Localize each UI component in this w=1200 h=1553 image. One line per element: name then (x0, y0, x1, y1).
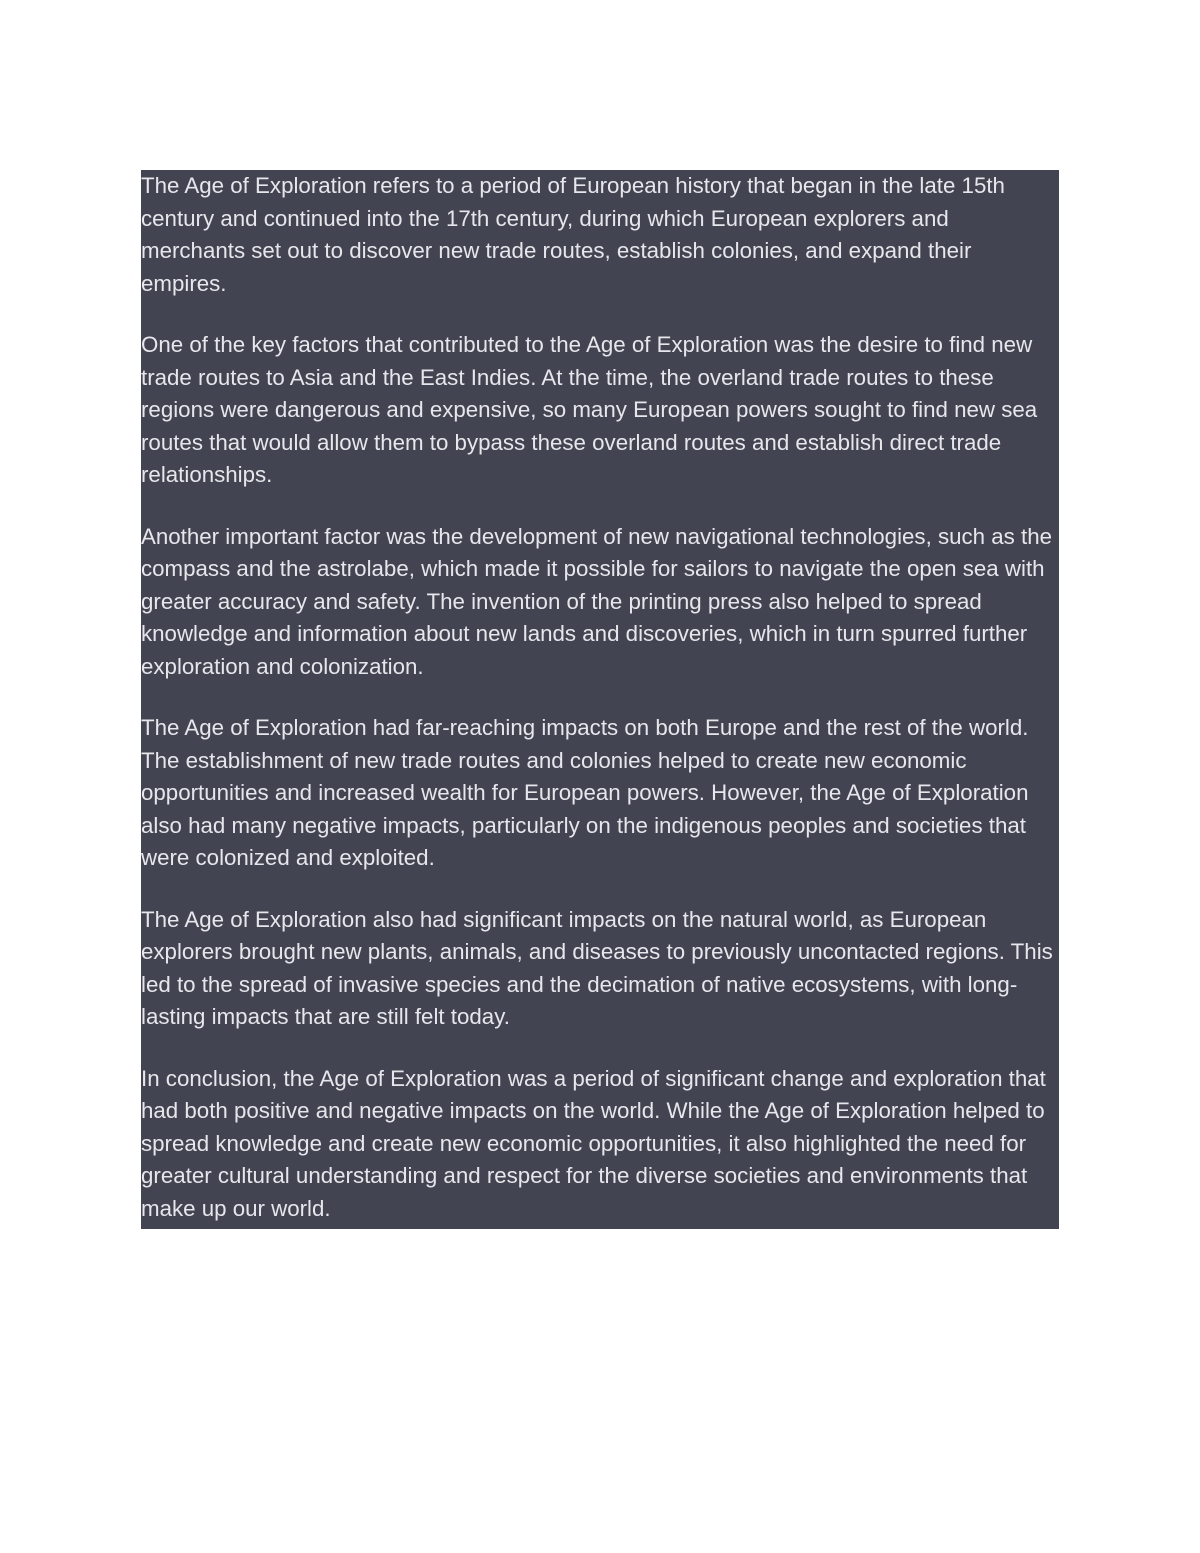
paragraph-2: One of the key factors that contributed to the Age of Exploration was the desire to find new trade routes to Asia and the East Indies. At the time, the overland trade routes to these regions were dangerous and expensive, so many European powers sought to find new sea routes that would allow them to bypass these overland routes and establish direct trade relationships. (141, 332, 1038, 487)
text-block (141, 170, 1059, 1229)
paragraph-5: The Age of Exploration also had significant impacts on the natural world, as European explorers brought new plants, animals, and diseases to previously uncontacted regions. This led to the spread of invasive species and the decimation of native ecosystems, with long-lasting impacts that are still felt today. (141, 906, 1053, 1029)
paragraph-1: The Age of Exploration refers to a period of European history that began in the late 15th century and continued into the 17th century, during which European explorers and merchants set out to discover new trade routes, establish colonies, and expand their empires. (141, 173, 1005, 296)
paragraph-3: Another important factor was the development of new navigational technologies, such as the compass and the astrolabe, which made it possible for sailors to navigate the open sea with greater accuracy and safety. The invention of the printing press also helped to spread knowledge and information about new lands and discoveries, which in turn spurred further exploration and colonization. (141, 523, 1053, 679)
paragraph-6: In conclusion, the Age of Exploration was a period of significant change and exploration that had both positive and negative impacts on the world. While the Age of Exploration helped to spread knowledge and create new economic opportunities, it also highlighted the need for greater cultural understanding and respect for the diverse societies and environments that make up our world. (141, 1065, 1046, 1221)
paragraph-4: The Age of Exploration had far-reaching impacts on both Europe and the rest of the world. The establishment of new trade routes and colonies helped to create new economic opportunities and increased wealth for European powers. However, the Age of Exploration also had many negative impacts, particularly on the indigenous peoples and societies that were colonized and exploited. (141, 715, 1029, 870)
